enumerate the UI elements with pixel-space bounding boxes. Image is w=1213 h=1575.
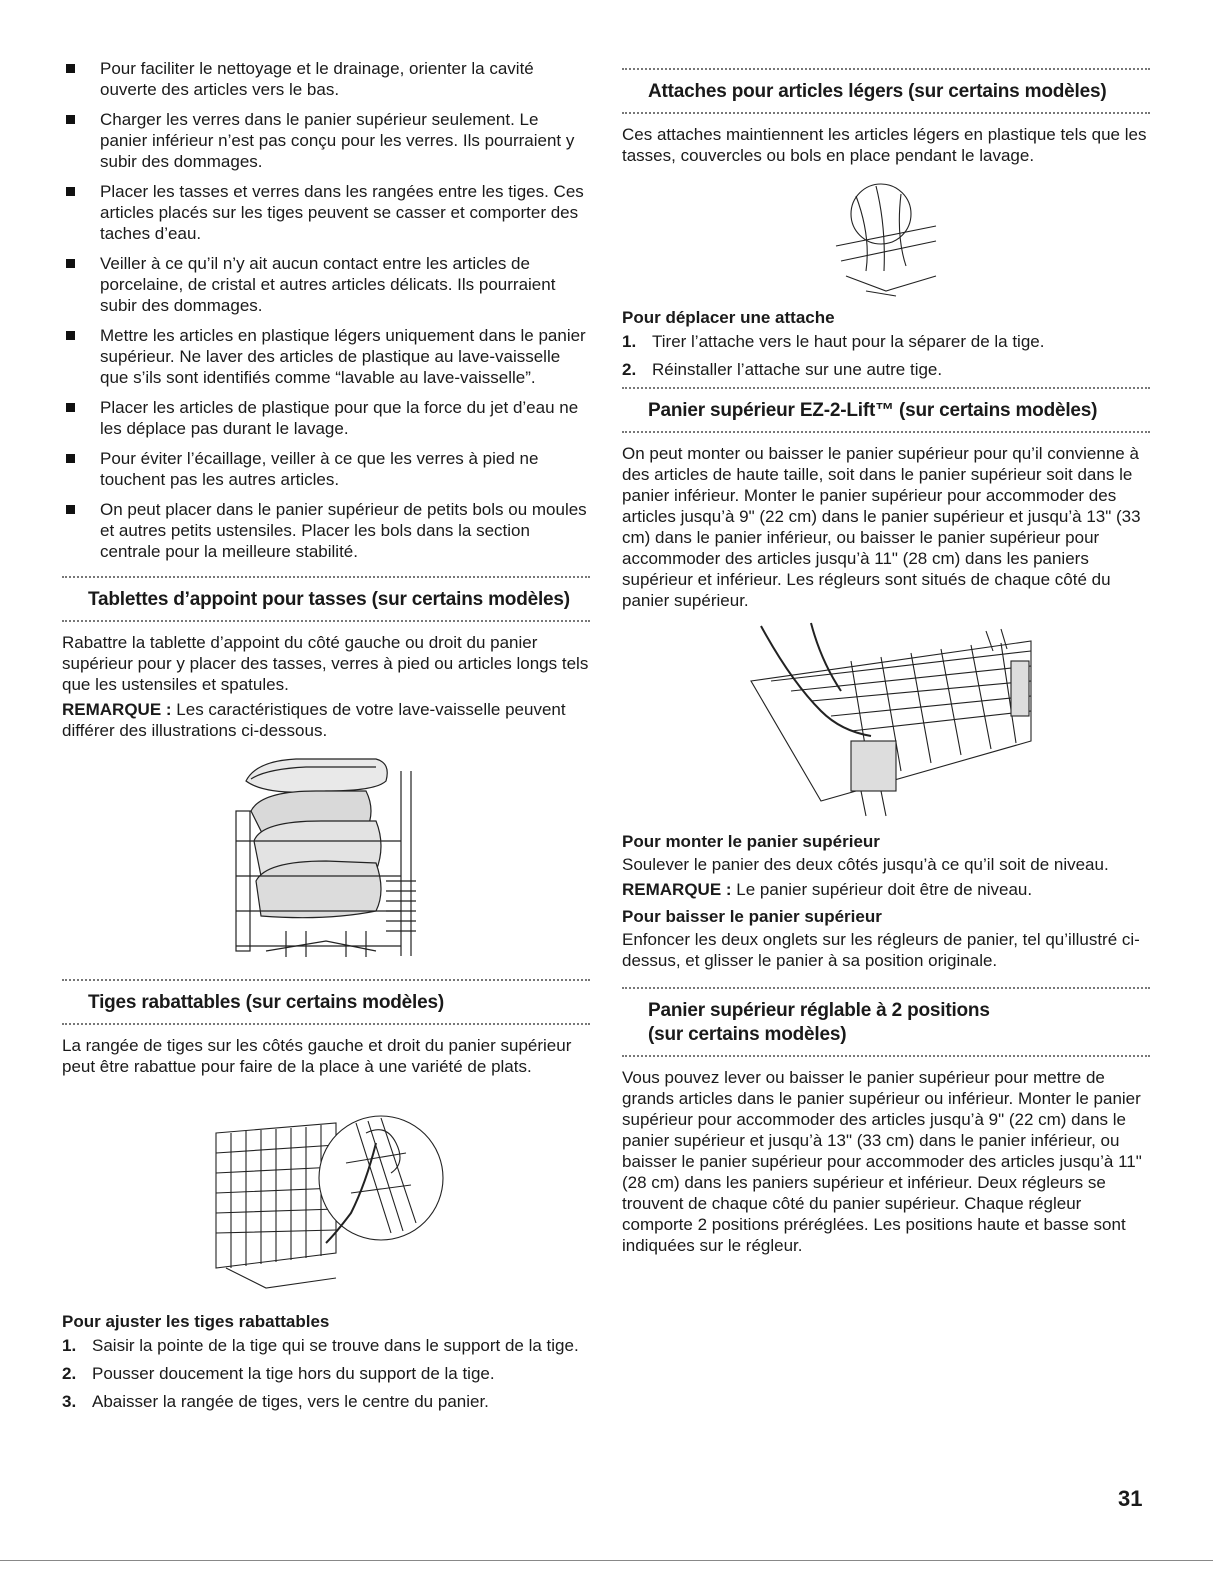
list-item: Charger les verres dans le panier supérieur seulement. Le panier inférieur n’est pas conçu pour les verres. Ils pourraient y subir des dommages. (62, 109, 590, 172)
note-label: REMARQUE : (622, 880, 732, 899)
list-item: Veiller à ce qu’il n’y ait aucun contact entre les articles de porcelaine, de cristal et autres articles délicats. Ils pourraient subir des dommages. (62, 253, 590, 316)
list-item: 3. Abaisser la rangée de tiges, vers le centre du panier. (62, 1392, 489, 1411)
section-body: Rabattre la tablette d’appoint du côté gauche ou droit du panier supérieur pour y placer des tasses, verres à pied ou articles longs tels que les ustensiles et spatules. (62, 633, 589, 694)
list-item: On peut placer dans le panier supérieur de petits bols ou moules et autres petits ustensiles. Placer les bols dans la section centrale pour la meilleure stabilité. (62, 499, 590, 562)
fold-down-tines-illustration (206, 1093, 446, 1293)
bullet-square-icon (66, 187, 75, 196)
steps-list (622, 331, 1150, 380)
right-column (622, 58, 1150, 1260)
subheading: Pour monter le panier supérieur (622, 832, 880, 851)
clip-illustration (826, 176, 946, 301)
page-number: 31 (1118, 1486, 1143, 1511)
subheading: Pour baisser le panier supérieur (622, 907, 882, 926)
section-header-ez2lift (622, 387, 1150, 433)
bullet-square-icon (66, 403, 75, 412)
section-body: On peut monter ou baisser le panier supérieur pour qu’il convienne à des articles de haute taille, soit dans le panier supérieur soit dans le panier inférieur. Monter le panier supérieur pour accommoder des articles jusqu’à 9" (22 cm) dans le panier supérieur et jusqu’à 13" (33 cm) dans le panier inférieur, ou baisser le panier supérieur pour accommoder des articles jusqu’à 11" (28 cm) dans les paniers supérieur et inférieur. Les régleurs sont situés de chaque côté du panier supérieur. (622, 444, 1141, 610)
bullet-square-icon (66, 454, 75, 463)
note-label: REMARQUE : (62, 700, 172, 719)
upper-rack-adjuster-illustration (731, 621, 1041, 819)
list-item: 2. Réinstaller l’attache sur une autre tige. (622, 360, 943, 379)
list-item: Placer les articles de plastique pour que la force du jet d’eau ne les déplace pas durant le lavage. (62, 397, 590, 439)
bullet-square-icon (66, 259, 75, 268)
loading-tips-list (62, 58, 590, 562)
section-heading: Panier supérieur réglable à 2 positions (sur certains modèles) (648, 1000, 990, 1045)
footer-rule (0, 1560, 1213, 1561)
section-body: Ces attaches maintiennent les articles légers en plastique tels que les tasses, couvercles ou bols en place pendant le lavage. (622, 125, 1147, 165)
list-item: 2. Pousser doucement la tige hors du support de la tige. (62, 1364, 495, 1383)
section-heading: Panier supérieur EZ-2-Lift™ (sur certains modèles) (648, 400, 1098, 421)
note-paragraph: REMARQUE : Les caractéristiques de votre lave-vaisselle peuvent différer des illustrations ci-dessous. (62, 700, 566, 740)
bullet-square-icon (66, 115, 75, 124)
section-header-attaches (622, 68, 1150, 114)
list-item: Pour éviter l’écaillage, veiller à ce que les verres à pied ne touchent pas les autres articles. (62, 448, 590, 490)
lower-instructions: Enfoncer les deux onglets sur les régleurs de panier, tel qu’illustré ci-dessus, et glisser le panier à sa position originale. (622, 930, 1140, 970)
bullet-square-icon (66, 505, 75, 514)
list-item: Pour faciliter le nettoyage et le drainage, orienter la cavité ouverte des articles vers le bas. (62, 58, 590, 100)
list-item: Placer les tasses et verres dans les rangées entre les tiges. Ces articles placés sur les tiges peuvent se casser et comporter des taches d’eau. (62, 181, 590, 244)
section-heading: Tablettes d’appoint pour tasses (sur certains modèles) (88, 589, 570, 610)
section-header-tablettes (62, 576, 590, 622)
steps-list (62, 1335, 590, 1412)
list-item: 1. Tirer l’attache vers le haut pour la séparer de la tige. (622, 332, 1045, 351)
bullet-square-icon (66, 331, 75, 340)
raise-instructions: Soulever le panier des deux côtés jusqu’à ce qu’il soit de niveau. (622, 855, 1109, 874)
section-heading: Attaches pour articles légers (sur certains modèles) (648, 81, 1107, 102)
list-item: 1. Saisir la pointe de la tige qui se trouve dans le support de la tige. (62, 1336, 579, 1355)
section-header-reglable (622, 987, 1150, 1057)
section-header-tiges (62, 979, 590, 1025)
section-body: Vous pouvez lever ou baisser le panier supérieur pour mettre de grands articles dans le panier supérieur ou inférieur. Monter le panier supérieur pour accommoder des articles jusqu’à 9" (22 cm) dans le panier supérieur et jusqu’à 13" (33 cm) dans le panier inférieur, ou baisser le panier supérieur pour accommoder des articles jusqu’à 11" (28 cm) dans les paniers supérieur et inférieur. Deux régleurs se trouvent de chaque côté du panier supérieur. Chaque régleur comporte 2 positions préréglées. Les positions haute et basse sont indiquées sur le régleur. (622, 1068, 1142, 1255)
cup-shelf-illustration (226, 751, 426, 963)
list-item: Mettre les articles en plastique légers uniquement dans le panier supérieur. Ne laver des articles de plastique au lave-vaisselle que s’ils sont identifiés comme “lavable au lave-vaisselle”. (62, 325, 590, 388)
left-column (62, 58, 590, 1419)
section-body: La rangée de tiges sur les côtés gauche et droit du panier supérieur peut être rabattue pour faire de la place à une variété de plats. (62, 1036, 572, 1076)
subheading: Pour déplacer une attache (622, 308, 835, 327)
note-paragraph: REMARQUE : Le panier supérieur doit être de niveau. (622, 880, 1033, 899)
section-heading: Tiges rabattables (sur certains modèles) (88, 992, 444, 1013)
bullet-square-icon (66, 64, 75, 73)
subheading: Pour ajuster les tiges rabattables (62, 1312, 330, 1331)
